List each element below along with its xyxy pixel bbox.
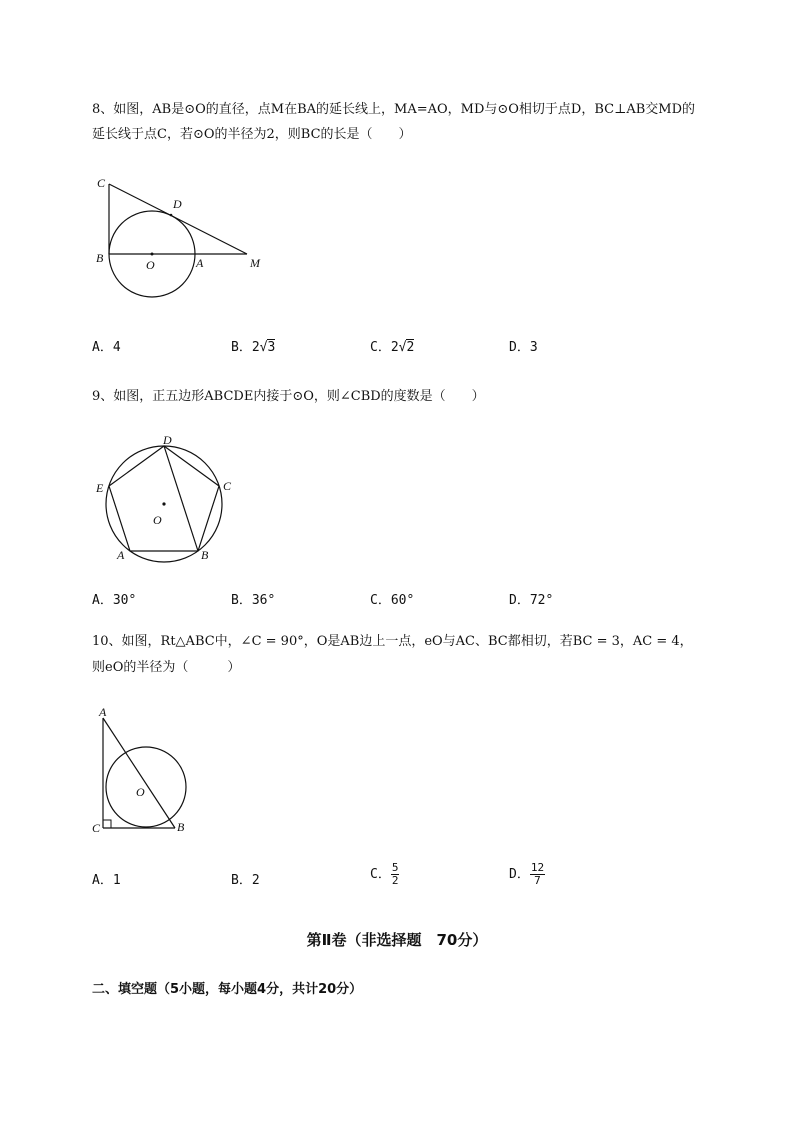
q8-text-line2: 延长线于点C，若⊙O的半径为2，则BC的长是（ ） [92, 127, 412, 142]
q8-option-c-prefix: C．2 [370, 340, 399, 355]
q8-label-O: O [146, 258, 155, 272]
section-subtitle: 二、填空题（5小题，每小题4分，共计20分） [92, 982, 363, 997]
q10-option-b[interactable]: B．2 [231, 873, 260, 888]
q10-label-B: B [177, 820, 185, 834]
q8-option-b-radicand: 3 [267, 340, 276, 355]
section-title: 第Ⅱ卷（非选择题 70分） [306, 931, 488, 949]
q8-label-B: B [96, 251, 104, 265]
q8-figure [90, 170, 280, 305]
fraction-denominator: 2 [391, 874, 399, 887]
q10-option-c[interactable] [370, 862, 399, 887]
q10-label-O: O [136, 785, 145, 799]
fraction-numerator: 5 [391, 861, 399, 874]
q9-line-BD [164, 446, 198, 551]
q10-label-A: A [99, 705, 107, 719]
q9-label-B: B [201, 548, 209, 562]
q10-right-angle-mark [103, 820, 111, 828]
q10-option-c-fraction [391, 862, 400, 887]
q9-pentagon [109, 446, 219, 551]
q8-text-line1: 8、如图，AB是⊙O的直径，点M在BA的延长线上，MA=AO，MD与⊙O相切于点D，BC⊥AB交MD的 [92, 102, 696, 117]
q8-option-c[interactable] [370, 340, 414, 356]
fraction-numerator: 12 [530, 861, 545, 874]
q8-option-b[interactable] [231, 340, 275, 356]
q9-point-O [162, 502, 165, 505]
q9-option-c[interactable]: C．60° [370, 593, 415, 608]
q9-label-O: O [153, 513, 162, 527]
q10-option-d-prefix: D． [509, 867, 530, 882]
q8-line-CM [109, 184, 247, 254]
q9-option-a[interactable]: A．30° [92, 593, 137, 608]
q10-text-line2: 则eO的半径为（ ） [92, 660, 241, 675]
q8-label-A: A [196, 256, 204, 270]
q8-label-C: C [97, 176, 106, 190]
q10-option-d-fraction [530, 862, 545, 887]
q10-circle [106, 747, 186, 827]
q10-option-c-prefix: C． [370, 867, 391, 882]
q10-label-C: C [92, 821, 101, 835]
q10-option-d[interactable] [509, 862, 545, 887]
q9-label-E: E [96, 481, 104, 495]
q9-text-line1: 9、如图，正五边形ABCDE内接于⊙O，则∠CBD的度数是（ ） [92, 389, 485, 404]
sqrt-symbol: √ [259, 340, 268, 355]
sqrt-symbol: √ [398, 340, 407, 355]
q10-option-a[interactable]: A．1 [92, 873, 121, 888]
q9-figure [90, 428, 240, 568]
q8-point-O [151, 253, 154, 256]
q10-figure [90, 702, 200, 837]
fraction-denominator: 7 [534, 874, 541, 887]
q9-label-D: D [163, 433, 172, 447]
q8-option-d[interactable]: D．3 [509, 340, 538, 355]
q9-label-A: A [117, 548, 125, 562]
q8-option-a[interactable]: A．4 [92, 340, 121, 355]
q9-option-d[interactable]: D．72° [509, 593, 554, 608]
q10-text-line1: 10、如图，Rt△ABC中，∠C = 90°，O是AB边上一点，eO与AC、BC都相切，若BC = 3，AC = 4， [92, 634, 693, 649]
q8-option-c-radicand: 2 [406, 340, 415, 355]
q8-label-M: M [250, 256, 260, 270]
q8-point-D [170, 214, 173, 217]
q8-label-D: D [173, 197, 182, 211]
q9-label-C: C [223, 479, 232, 493]
q8-option-b-prefix: B．2 [231, 340, 260, 355]
q9-option-b[interactable]: B．36° [231, 593, 276, 608]
